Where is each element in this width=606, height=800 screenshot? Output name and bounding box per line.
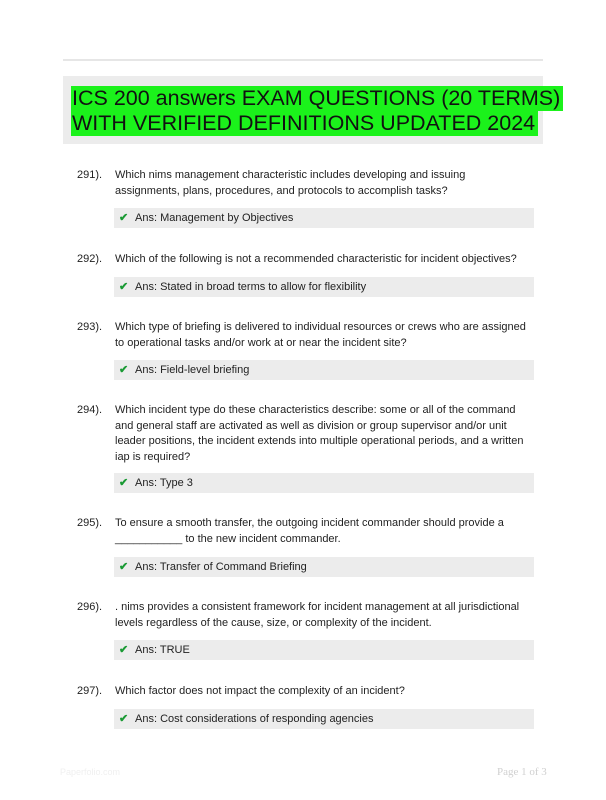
question-number: 294). <box>77 404 103 416</box>
answer-box <box>114 360 534 380</box>
page-title <box>71 86 563 136</box>
check-icon: ✔ <box>119 212 129 224</box>
question-number: 293). <box>77 321 103 333</box>
answer-box <box>114 277 534 297</box>
answer-box <box>114 473 534 493</box>
title-line-1: ICS 200 answers EXAM QUESTIONS (20 TERMS) <box>71 86 563 111</box>
answer-box <box>114 208 534 228</box>
question-text: Which incident type do these characteristics describe: some or all of the command and general staff are activated as well as division or group supervisor and/or unit leader positions, the incident extends into multiple operational periods, and a written iap is required? <box>115 404 524 463</box>
check-icon: ✔ <box>119 644 129 656</box>
answer-box <box>114 557 534 577</box>
answer-text: Ans: Type 3 <box>135 477 193 489</box>
footer-watermark: Paperfolio.com <box>60 767 121 777</box>
check-icon: ✔ <box>119 477 129 489</box>
answer-box <box>114 640 534 660</box>
question-text: . nims provides a consistent framework for incident management at all jurisdictional levels regardless of the cause, size, or complexity of the incident. <box>115 601 520 629</box>
answer-text: Ans: Cost considerations of responding agencies <box>135 713 374 725</box>
question-text: To ensure a smooth transfer, the outgoing incident commander should provide a ___________ to the new incident commander. <box>115 517 504 545</box>
title-box <box>63 76 561 144</box>
check-icon: ✔ <box>119 561 129 573</box>
check-icon: ✔ <box>119 364 129 376</box>
answer-text: Ans: Management by Objectives <box>135 212 294 224</box>
question-text: Which nims management characteristic includes developing and issuing assignments, plans, procedures, and protocols to accomplish tasks? <box>115 169 466 197</box>
question-number: 297). <box>77 685 103 697</box>
answer-text: Ans: Transfer of Command Briefing <box>135 561 307 573</box>
question-number: 295). <box>77 517 103 529</box>
top-rule <box>63 59 543 61</box>
check-icon: ✔ <box>119 281 129 293</box>
answer-text: Ans: Field-level briefing <box>135 364 250 376</box>
answer-text: Ans: Stated in broad terms to allow for flexibility <box>135 281 367 293</box>
question-number: 296). <box>77 601 103 613</box>
answer-text: Ans: TRUE <box>135 644 190 656</box>
answer-box <box>114 709 534 729</box>
check-icon: ✔ <box>119 713 129 725</box>
question-text: Which of the following is not a recommended characteristic for incident objectives? <box>115 253 517 265</box>
page-indicator: Page 1 of 3 <box>497 766 547 778</box>
question-text: Which type of briefing is delivered to individual resources or crews who are assigned to operational tasks and/or work at or near the incident site? <box>115 321 526 349</box>
title-line-2: WITH VERIFIED DEFINITIONS UPDATED 2024 <box>71 111 538 136</box>
question-text: Which factor does not impact the complexity of an incident? <box>115 685 405 697</box>
question-number: 292). <box>77 253 103 265</box>
question-number: 291). <box>77 169 103 181</box>
